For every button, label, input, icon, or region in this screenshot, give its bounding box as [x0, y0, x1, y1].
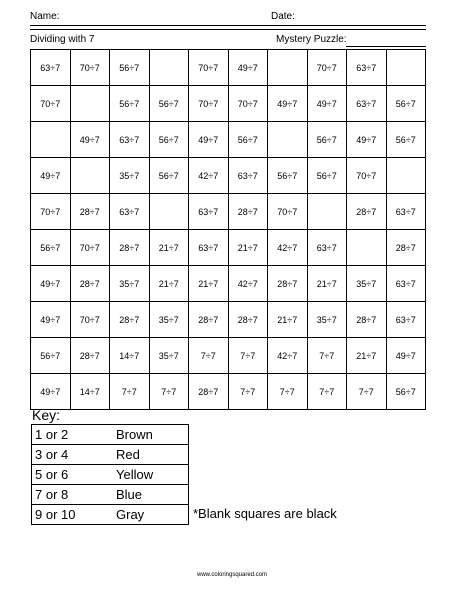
grid-cell[interactable]	[70, 158, 110, 194]
grid-row	[31, 158, 426, 194]
grid-cell[interactable]: 28÷7	[70, 266, 110, 302]
grid-cell[interactable]: 7÷7	[228, 374, 268, 410]
grid-cell[interactable]: 28÷7	[386, 230, 426, 266]
grid-row	[31, 122, 426, 158]
grid-cell[interactable]: 63÷7	[347, 86, 387, 122]
grid-cell[interactable]	[31, 122, 71, 158]
grid-cell[interactable]: 7÷7	[149, 374, 189, 410]
grid-row	[31, 266, 426, 302]
key-title: Key:	[32, 407, 61, 423]
grid-cell[interactable]: 35÷7	[110, 158, 150, 194]
key-color: Brown	[113, 425, 189, 445]
grid-cell[interactable]: 28÷7	[70, 194, 110, 230]
grid-cell[interactable]: 28÷7	[228, 194, 268, 230]
grid-cell[interactable]: 56÷7	[386, 374, 426, 410]
grid-row	[31, 374, 426, 410]
key-range: 9 or 10	[32, 505, 114, 525]
grid-cell[interactable]: 49÷7	[70, 122, 110, 158]
grid-cell[interactable]: 21÷7	[189, 266, 229, 302]
grid-cell[interactable]: 7÷7	[347, 374, 387, 410]
grid-cell[interactable]: 70÷7	[189, 50, 229, 86]
grid-cell[interactable]: 49÷7	[386, 338, 426, 374]
grid-cell[interactable]: 49÷7	[31, 302, 71, 338]
key-range: 3 or 4	[32, 445, 114, 465]
grid-cell[interactable]: 42÷7	[228, 266, 268, 302]
grid-cell[interactable]: 63÷7	[347, 50, 387, 86]
header-rule	[30, 29, 426, 30]
key-color: Gray	[113, 505, 189, 525]
key-row	[32, 465, 189, 485]
grid-cell[interactable]: 56÷7	[268, 158, 308, 194]
grid-cell[interactable]: 28÷7	[189, 302, 229, 338]
key-range: 1 or 2	[32, 425, 114, 445]
grid-cell[interactable]: 21÷7	[268, 302, 308, 338]
grid-cell[interactable]: 63÷7	[110, 194, 150, 230]
grid-cell[interactable]: 56÷7	[307, 158, 347, 194]
color-key-table	[31, 424, 189, 525]
grid-cell[interactable]: 70÷7	[70, 50, 110, 86]
grid-cell[interactable]	[149, 194, 189, 230]
grid-cell[interactable]: 56÷7	[149, 86, 189, 122]
date-label: Date:	[271, 11, 295, 22]
grid-cell[interactable]: 21÷7	[307, 266, 347, 302]
grid-cell[interactable]: 56÷7	[110, 86, 150, 122]
grid-row	[31, 50, 426, 86]
puzzle-grid	[30, 49, 426, 410]
grid-cell[interactable]: 56÷7	[149, 158, 189, 194]
grid-cell[interactable]: 49÷7	[307, 86, 347, 122]
key-range: 5 or 6	[32, 465, 114, 485]
mystery-puzzle-label: Mystery Puzzle:	[276, 34, 347, 45]
grid-row	[31, 230, 426, 266]
footer-url: www.coloringsquared.com	[196, 572, 268, 578]
grid-cell[interactable]	[268, 122, 308, 158]
grid-cell[interactable]: 56÷7	[228, 122, 268, 158]
grid-cell[interactable]: 7÷7	[307, 338, 347, 374]
key-row	[32, 425, 189, 445]
grid-cell[interactable]: 28÷7	[189, 374, 229, 410]
grid-cell[interactable]: 63÷7	[110, 122, 150, 158]
grid-cell[interactable]: 21÷7	[347, 338, 387, 374]
mystery-puzzle-answer-line	[346, 46, 426, 47]
grid-cell[interactable]	[149, 50, 189, 86]
grid-cell[interactable]: 70÷7	[70, 302, 110, 338]
key-range: 7 or 8	[32, 485, 114, 505]
grid-cell[interactable]: 56÷7	[149, 122, 189, 158]
grid-row	[31, 194, 426, 230]
grid-cell[interactable]: 28÷7	[228, 302, 268, 338]
grid-cell[interactable]: 63÷7	[386, 194, 426, 230]
grid-cell[interactable]: 56÷7	[31, 338, 71, 374]
key-row	[32, 445, 189, 465]
grid-cell[interactable]: 56÷7	[110, 50, 150, 86]
key-row	[32, 485, 189, 505]
grid-cell[interactable]: 63÷7	[189, 194, 229, 230]
grid-cell[interactable]: 49÷7	[31, 374, 71, 410]
grid-cell[interactable]: 70÷7	[189, 86, 229, 122]
grid-row	[31, 338, 426, 374]
grid-cell[interactable]: 56÷7	[386, 86, 426, 122]
grid-cell[interactable]	[268, 50, 308, 86]
grid-cell[interactable]: 35÷7	[110, 266, 150, 302]
blank-squares-note: *Blank squares are black	[193, 506, 337, 521]
grid-cell[interactable]: 42÷7	[189, 158, 229, 194]
grid-cell[interactable]	[70, 86, 110, 122]
grid-cell[interactable]	[386, 158, 426, 194]
grid-cell[interactable]: 70÷7	[347, 158, 387, 194]
grid-cell[interactable]: 49÷7	[268, 86, 308, 122]
grid-cell[interactable]: 7÷7	[228, 338, 268, 374]
grid-cell[interactable]: 35÷7	[149, 302, 189, 338]
grid-cell[interactable]: 70÷7	[228, 86, 268, 122]
grid-cell[interactable]: 63÷7	[189, 230, 229, 266]
grid-cell[interactable]: 63÷7	[228, 158, 268, 194]
grid-cell[interactable]: 63÷7	[307, 230, 347, 266]
grid-cell[interactable]	[307, 194, 347, 230]
worksheet-title: Dividing with 7	[30, 34, 95, 45]
grid-cell[interactable]: 49÷7	[347, 122, 387, 158]
grid-cell[interactable]: 70÷7	[31, 194, 71, 230]
grid-cell[interactable]: 70÷7	[307, 50, 347, 86]
grid-cell[interactable]: 21÷7	[228, 230, 268, 266]
grid-cell[interactable]: 70÷7	[70, 230, 110, 266]
grid-cell[interactable]: 28÷7	[268, 266, 308, 302]
grid-cell[interactable]: 49÷7	[31, 158, 71, 194]
grid-cell[interactable]: 21÷7	[149, 230, 189, 266]
grid-cell[interactable]: 7÷7	[189, 338, 229, 374]
grid-cell[interactable]: 49÷7	[228, 50, 268, 86]
key-color: Blue	[113, 485, 189, 505]
key-color: Red	[113, 445, 189, 465]
grid-row	[31, 302, 426, 338]
grid-cell[interactable]: 14÷7	[70, 374, 110, 410]
grid-cell[interactable]: 70÷7	[31, 86, 71, 122]
grid-cell[interactable]: 63÷7	[386, 302, 426, 338]
grid-row	[31, 86, 426, 122]
grid-cell[interactable]: 28÷7	[110, 230, 150, 266]
grid-cell[interactable]: 63÷7	[386, 266, 426, 302]
grid-cell[interactable]	[386, 50, 426, 86]
grid-cell[interactable]: 56÷7	[307, 122, 347, 158]
grid-cell[interactable]: 21÷7	[149, 266, 189, 302]
grid-cell[interactable]: 28÷7	[347, 194, 387, 230]
grid-cell[interactable]: 35÷7	[347, 266, 387, 302]
grid-cell[interactable]: 63÷7	[31, 50, 71, 86]
grid-cell[interactable]: 42÷7	[268, 230, 308, 266]
grid-cell[interactable]	[347, 230, 387, 266]
grid-cell[interactable]: 42÷7	[268, 338, 308, 374]
grid-cell[interactable]: 7÷7	[110, 374, 150, 410]
grid-cell[interactable]: 35÷7	[307, 302, 347, 338]
grid-cell[interactable]: 56÷7	[386, 122, 426, 158]
header-rule	[30, 25, 426, 26]
grid-cell[interactable]: 14÷7	[110, 338, 150, 374]
grid-cell[interactable]: 56÷7	[31, 230, 71, 266]
grid-cell[interactable]: 28÷7	[70, 338, 110, 374]
grid-cell[interactable]: 35÷7	[149, 338, 189, 374]
grid-cell[interactable]: 49÷7	[31, 266, 71, 302]
grid-cell[interactable]: 28÷7	[347, 302, 387, 338]
grid-cell[interactable]: 70÷7	[268, 194, 308, 230]
grid-cell[interactable]: 49÷7	[189, 122, 229, 158]
key-row	[32, 505, 189, 525]
key-color: Yellow	[113, 465, 189, 485]
grid-cell[interactable]: 28÷7	[110, 302, 150, 338]
name-label: Name:	[30, 11, 60, 22]
grid-cell[interactable]: 7÷7	[268, 374, 308, 410]
grid-cell[interactable]: 7÷7	[307, 374, 347, 410]
